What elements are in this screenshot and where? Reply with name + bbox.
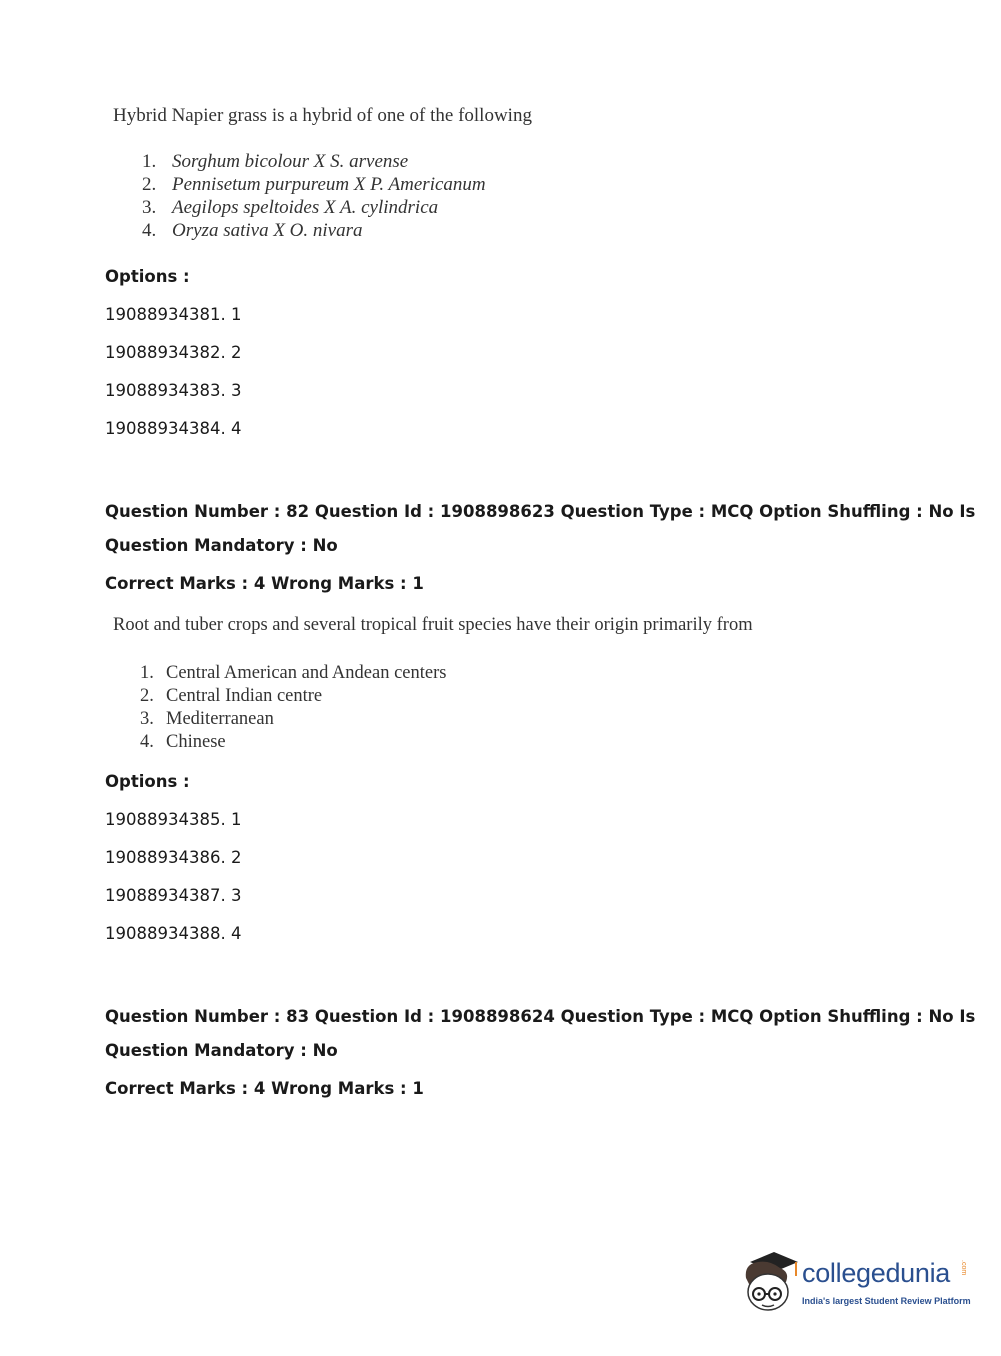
list-item: 4. Chinese — [140, 732, 226, 752]
mascot-icon — [740, 1248, 802, 1318]
q82-mandatory: Question Mandatory : No — [105, 536, 338, 555]
q81-options-label: Options : — [105, 267, 190, 286]
q82-option-3: 19088934387. 3 — [105, 886, 242, 905]
q83-marks: Correct Marks : 4 Wrong Marks : 1 — [105, 1079, 424, 1098]
list-item: 2. Central Indian centre — [140, 686, 323, 706]
list-item: 3. Mediterranean — [140, 709, 274, 729]
list-item: 1. Central American and Andean centers — [140, 663, 447, 683]
q81-stem: Hybrid Napier grass is a hybrid of one of the following — [113, 105, 532, 126]
logo-tagline: India's largest Student Review Platform — [802, 1296, 971, 1306]
list-item: 2. Pennisetum purpureum X P. Americanum — [142, 174, 486, 195]
q82-option-2: 19088934386. 2 — [105, 848, 242, 867]
q82-options-label: Options : — [105, 772, 190, 791]
q82-header: Question Number : 82 Question Id : 1908898623 Question Type : MCQ Option Shuffling : No Is — [105, 502, 976, 521]
q82-marks: Correct Marks : 4 Wrong Marks : 1 — [105, 574, 424, 593]
list-item: 3. Aegilops speltoides X A. cylindrica — [142, 197, 439, 218]
q82-option-4: 19088934388. 4 — [105, 924, 242, 943]
q81-option-2: 19088934382. 2 — [105, 343, 242, 362]
q81-choice-list — [142, 150, 486, 242]
q83-mandatory: Question Mandatory : No — [105, 1041, 338, 1060]
list-item: 1. Sorghum bicolour X S. arvense — [142, 151, 409, 172]
q83-header: Question Number : 83 Question Id : 1908898624 Question Type : MCQ Option Shuffling : No Is — [105, 1007, 976, 1026]
q82-choice-list — [140, 662, 446, 754]
logo-wordmark: collegedunia — [802, 1258, 951, 1288]
q81-option-1: 19088934381. 1 — [105, 305, 242, 324]
q82-option-1: 19088934385. 1 — [105, 810, 242, 829]
q81-option-3: 19088934383. 3 — [105, 381, 242, 400]
list-item: 4. Oryza sativa X O. nivara — [142, 220, 363, 241]
q81-option-4: 19088934384. 4 — [105, 419, 242, 438]
collegedunia-logo — [740, 1248, 970, 1318]
q82-stem: Root and tuber crops and several tropical fruit species have their origin primarily from — [113, 615, 753, 635]
logo-domain: .com — [960, 1260, 967, 1276]
